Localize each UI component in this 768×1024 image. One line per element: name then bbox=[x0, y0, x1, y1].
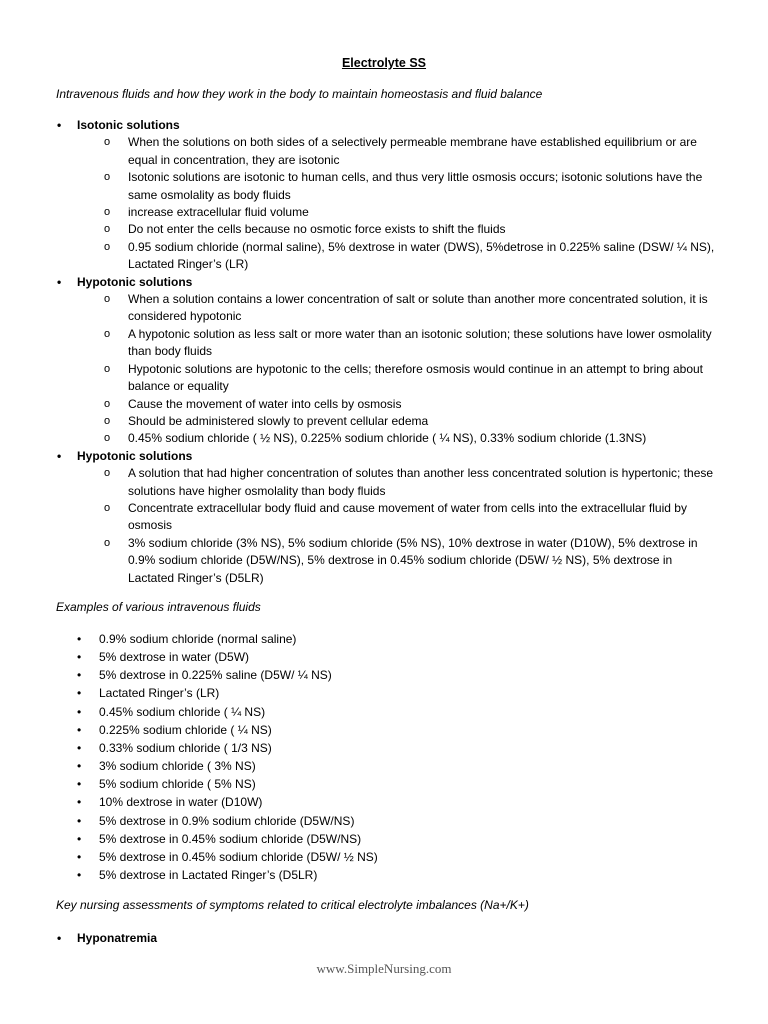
section-heading bbox=[0, 117, 768, 134]
list-item bbox=[0, 500, 768, 535]
example-item bbox=[0, 848, 768, 866]
example-item-text: 5% dextrose in Lactated Ringer’s (D5LR) bbox=[99, 868, 318, 883]
bullet-icon: • bbox=[77, 813, 82, 828]
example-item bbox=[0, 630, 768, 648]
circle-bullet-icon: o bbox=[104, 501, 111, 514]
section-heading-text: Isotonic solutions bbox=[77, 118, 180, 132]
bullet-icon: • bbox=[77, 740, 82, 755]
circle-bullet-icon: o bbox=[104, 223, 111, 236]
list-item bbox=[0, 326, 768, 361]
assessments-heading: Key nursing assessments of symptoms related to critical electrolyte imbalances (Na+/K+) bbox=[56, 898, 529, 912]
list-item-text: Do not enter the cells because no osmotic force exists to shift the fluids bbox=[128, 222, 506, 237]
list-item bbox=[0, 396, 768, 413]
circle-bullet-icon: o bbox=[104, 293, 111, 306]
example-item bbox=[0, 721, 768, 739]
list-item bbox=[0, 204, 768, 221]
list-item bbox=[0, 291, 768, 326]
example-item bbox=[0, 812, 768, 830]
list-item-text: Concentrate extracellular body fluid and cause movement of water from cells into the extracellular fluid by osmosis bbox=[128, 500, 687, 533]
circle-bullet-icon: o bbox=[104, 327, 111, 340]
list-item-text: 3% sodium chloride (3% NS), 5% sodium chloride (5% NS), 10% dextrose in water (D10W), 5% dextrose in 0.9% sodium chloride (D5W/NS), 5% dextrose in 0.45% sodium chloride (D5W/ ½ NS), 5% dextrose in Lactated Ringer’s (D5LR) bbox=[128, 535, 698, 585]
list-item-text: Cause the movement of water into cells by osmosis bbox=[128, 396, 402, 411]
example-item-text: 0.33% sodium chloride ( 1/3 NS) bbox=[99, 740, 272, 755]
circle-bullet-icon: o bbox=[104, 397, 111, 410]
examples-heading: Examples of various intravenous fluids bbox=[56, 600, 261, 614]
section-heading bbox=[0, 274, 768, 291]
example-item bbox=[0, 684, 768, 702]
circle-bullet-icon: o bbox=[104, 362, 111, 375]
circle-bullet-icon: o bbox=[104, 432, 111, 445]
example-item-text: 5% dextrose in 0.9% sodium chloride (D5W/NS) bbox=[99, 813, 355, 828]
example-item bbox=[0, 666, 768, 684]
example-item bbox=[0, 775, 768, 793]
section-heading bbox=[0, 448, 768, 465]
bullet-icon: • bbox=[77, 868, 82, 883]
bullet-icon: • bbox=[57, 274, 62, 289]
bullet-icon: • bbox=[77, 704, 82, 719]
circle-bullet-icon: o bbox=[104, 536, 111, 549]
list-item-text: When a solution contains a lower concentration of salt or solute than another more concentrated solution, it is considered hypotonic bbox=[128, 292, 708, 324]
list-item-text: A hypotonic solution as less salt or more water than an isotonic solution; these solutions have lower osmolality than body fluids bbox=[128, 326, 712, 359]
list-item-text: 0.95 sodium chloride (normal saline), 5% dextrose in water (DWS), 5%detrose in 0.225% saline (DSW/ ¼ NS), Lactated Ringer’s (LR) bbox=[128, 239, 715, 272]
list-item-text: When the solutions on both sides of a selectively permeable membrane have established equilibrium or are equal in concentration, they are isotonic bbox=[128, 135, 697, 167]
list-item bbox=[0, 134, 768, 169]
section-heading-text: Hypotonic solutions bbox=[77, 274, 193, 289]
example-item bbox=[0, 793, 768, 811]
list-item bbox=[0, 413, 768, 430]
list-item bbox=[0, 221, 768, 238]
bullet-icon: • bbox=[77, 632, 82, 646]
document-title: Electrolyte SS bbox=[341, 56, 427, 70]
circle-bullet-icon: o bbox=[104, 206, 111, 219]
bullet-icon: • bbox=[77, 831, 82, 846]
bullet-icon: • bbox=[77, 777, 82, 792]
example-item bbox=[0, 703, 768, 721]
list-item bbox=[0, 430, 768, 447]
bullet-icon: • bbox=[77, 759, 82, 774]
list-item-text: increase extracellular fluid volume bbox=[128, 205, 309, 220]
example-item bbox=[0, 757, 768, 775]
examples-list bbox=[0, 630, 768, 884]
circle-bullet-icon: o bbox=[104, 240, 111, 253]
list-item bbox=[0, 239, 768, 274]
list-item bbox=[0, 465, 768, 500]
example-item-text: Lactated Ringer’s (LR) bbox=[99, 686, 220, 701]
example-item-text: 5% sodium chloride ( 5% NS) bbox=[99, 777, 256, 792]
example-item bbox=[0, 830, 768, 848]
bullet-icon: • bbox=[77, 849, 82, 864]
list-item-text: A solution that had higher concentration of solutes than another less concentrated solution is hypertonic; these solutions have higher osmolality than body fluids bbox=[128, 466, 714, 498]
bullet-icon: • bbox=[77, 722, 82, 737]
bullet-icon: • bbox=[57, 931, 62, 945]
example-item-text: 5% dextrose in water (D5W) bbox=[99, 650, 250, 665]
list-item-text: Isotonic solutions are isotonic to human cells, and thus very little osmosis occurs; isotonic solutions have the same osmolality as body fluids bbox=[128, 170, 703, 202]
list-item bbox=[0, 535, 768, 587]
assessments-list bbox=[0, 930, 768, 947]
circle-bullet-icon: o bbox=[104, 467, 111, 480]
example-item-text: 5% dextrose in 0.45% sodium chloride (D5W/NS) bbox=[99, 831, 362, 846]
example-item-text: 10% dextrose in water (D10W) bbox=[99, 795, 263, 810]
example-item-text: 0.9% sodium chloride (normal saline) bbox=[99, 632, 297, 646]
bullet-icon: • bbox=[57, 448, 62, 463]
example-item-text: 5% dextrose in 0.45% sodium chloride (D5W/ ½ NS) bbox=[99, 849, 378, 864]
circle-bullet-icon: o bbox=[104, 171, 111, 184]
intro-line: Intravenous fluids and how they work in the body to maintain homeostasis and fluid balance bbox=[56, 87, 543, 101]
bullet-icon: • bbox=[77, 686, 82, 701]
example-item-text: 0.225% sodium chloride ( ¼ NS) bbox=[99, 722, 272, 737]
circle-bullet-icon: o bbox=[104, 414, 111, 427]
example-item bbox=[0, 739, 768, 757]
list-item bbox=[0, 361, 768, 396]
list-item-text: Should be administered slowly to prevent cellular edema bbox=[128, 413, 429, 428]
list-item-text: 0.45% sodium chloride ( ½ NS), 0.225% sodium chloride ( ¼ NS), 0.33% sodium chloride (1.3NS) bbox=[128, 431, 647, 446]
list-item bbox=[0, 169, 768, 204]
circle-bullet-icon: o bbox=[104, 136, 111, 149]
assessment-heading-text: Hyponatremia bbox=[77, 931, 158, 945]
bullet-icon: • bbox=[77, 795, 82, 810]
solutions-list bbox=[0, 117, 768, 587]
list-item-text: Hypotonic solutions are hypotonic to the cells; therefore osmosis would continue in an attempt to bring about balance or equality bbox=[128, 361, 703, 394]
example-item-text: 0.45% sodium chloride ( ¼ NS) bbox=[99, 704, 266, 719]
example-item bbox=[0, 648, 768, 666]
bullet-icon: • bbox=[77, 650, 82, 665]
assessment-heading bbox=[0, 930, 768, 947]
example-item bbox=[0, 866, 768, 884]
example-item-text: 5% dextrose in 0.225% saline (D5W/ ¼ NS) bbox=[99, 668, 332, 683]
bullet-icon: • bbox=[77, 668, 82, 683]
footer-url: www.SimpleNursing.com bbox=[316, 961, 452, 976]
example-item-text: 3% sodium chloride ( 3% NS) bbox=[99, 759, 256, 774]
section-heading-text: Hypotonic solutions bbox=[77, 448, 193, 463]
bullet-icon: • bbox=[57, 118, 62, 132]
